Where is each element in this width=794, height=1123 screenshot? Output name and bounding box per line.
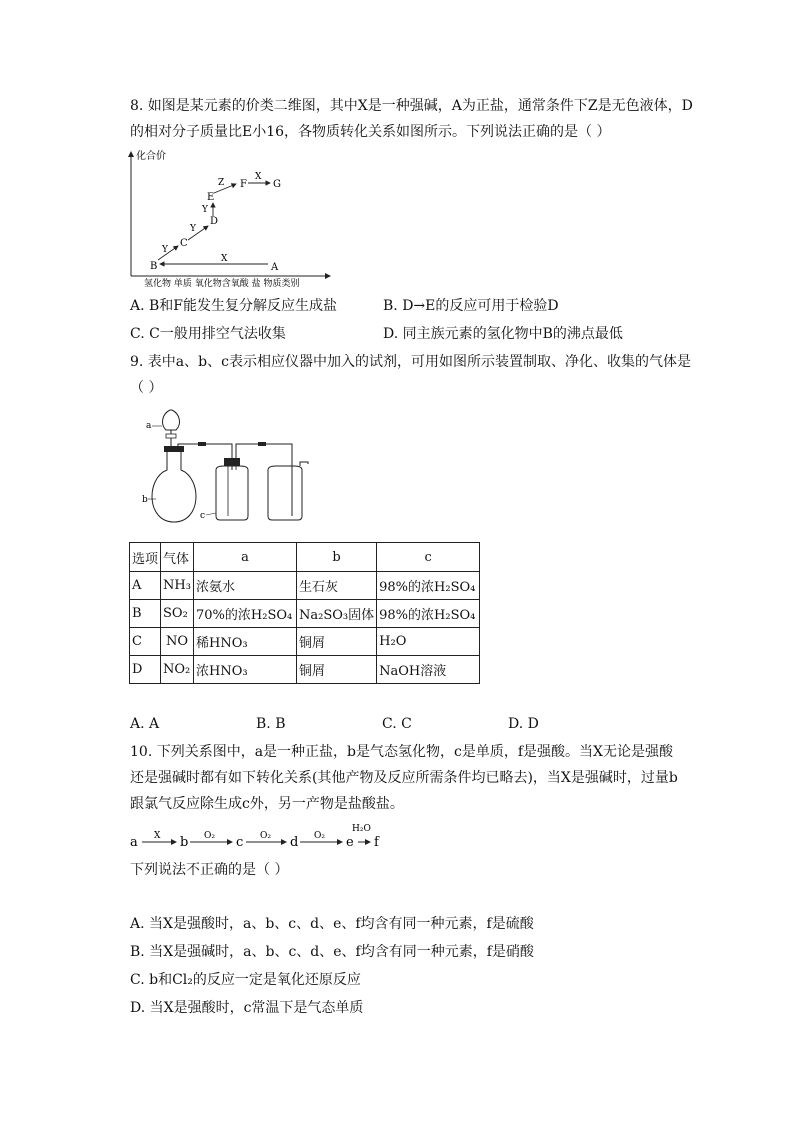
cell-option: D xyxy=(130,656,161,684)
cell-a: 70%的浓H₂SO₄ xyxy=(194,600,297,628)
q10-option-c[interactable]: C. b和Cl₂的反应一定是氧化还原反应 xyxy=(130,972,361,988)
header-c: c xyxy=(377,543,480,572)
collection-bottle xyxy=(268,466,302,520)
cell-gas: NH₃ xyxy=(161,572,194,600)
q8-stem-line-2: 的相对分子质量比E小16，各物质转化关系如图所示。下列说法正确的是（ ） xyxy=(130,124,611,140)
header-b: b xyxy=(297,543,377,572)
label-O2-1: O₂ xyxy=(204,831,215,841)
q10-option-d[interactable]: D. 当X是强酸时，c常温下是气态单质 xyxy=(130,1000,364,1016)
arrow-label-Z: Z xyxy=(218,178,225,188)
cell-a: 稀HNO₃ xyxy=(194,628,297,656)
cell-option: C xyxy=(130,628,161,656)
y-axis-label: 化合价 xyxy=(136,151,166,162)
q8-option-a[interactable]: A. B和F能发生复分解反应生成盐 xyxy=(130,298,338,314)
table-row xyxy=(130,628,480,656)
q10-stem-line-1: 10. 下列关系图中，a是一种正盐，b是气态氢化物，c是单质，f是强酸。当X无论是强酸 xyxy=(130,744,674,760)
point-D: D xyxy=(210,216,219,227)
q8-stem-line-1: 8. 如图是某元素的价类二维图，其中X是一种强碱，A为正盐，通常条件下Z是无色液体，D xyxy=(130,98,693,114)
cell-c: 98%的浓H₂SO₄ xyxy=(377,600,480,628)
label-a: a xyxy=(146,421,152,431)
cell-c: NaOH溶液 xyxy=(377,656,480,684)
q9-option-a[interactable]: A. A xyxy=(130,716,160,732)
label-X: X xyxy=(154,831,161,841)
cell-a: 浓HNO₃ xyxy=(194,656,297,684)
cell-option: B xyxy=(130,600,161,628)
point-E: E xyxy=(207,192,215,203)
arrow-label-X: X xyxy=(221,254,228,264)
stopcock xyxy=(166,434,176,438)
node-b: b xyxy=(180,835,189,850)
table-row xyxy=(130,600,480,628)
node-a: a xyxy=(130,835,138,850)
q10-option-b[interactable]: B. 当X是强碱时，a、b、c、d、e、f均含有同一种元素，f是硝酸 xyxy=(130,944,534,960)
cell-gas: NO₂ xyxy=(161,656,194,684)
cell-b: 生石灰 xyxy=(297,572,377,600)
arrow-B-to-C xyxy=(158,246,178,260)
q10-stem-line-2: 还是强碱时都有如下转化关系(其他产物及反应所需条件均已略去)，当X是强碱时，过量b xyxy=(130,770,678,786)
table-row xyxy=(130,656,480,684)
cell-b: Na₂SO₃固体 xyxy=(297,600,377,628)
point-G: G xyxy=(273,179,281,190)
header-option: 选项 xyxy=(130,543,161,572)
separatory-funnel xyxy=(163,410,180,430)
cell-a: 浓氨水 xyxy=(194,572,297,600)
q9-reagent-table xyxy=(129,542,480,684)
flask-stopper xyxy=(164,446,184,452)
q8-option-b[interactable]: B. D→E的反应可用于检验D xyxy=(383,298,559,314)
point-F: F xyxy=(240,179,247,190)
arrow-label-Y1: Y xyxy=(162,245,168,255)
arrow-label-Y3: Y xyxy=(202,205,208,215)
label-O2-3: O₂ xyxy=(314,831,325,841)
header-gas: 气体 xyxy=(161,543,194,572)
wash-bottle xyxy=(216,466,248,520)
point-B: B xyxy=(150,261,158,272)
q10-stem-line-3: 跟氯气反应除生成c外，另一产物是盐酸盐。 xyxy=(130,796,404,812)
q8-valence-class-diagram xyxy=(118,146,338,292)
tube-2 xyxy=(236,444,292,516)
q8-option-d[interactable]: D. 同主族元素的氢化物中B的沸点最低 xyxy=(383,326,623,342)
cell-b: 铜屑 xyxy=(297,656,377,684)
cell-gas: NO xyxy=(161,628,194,656)
q9-option-b[interactable]: B. B xyxy=(256,716,286,732)
q9-stem-line-1: 9. 表中a、b、c表示相应仪器中加入的试剂，可用如图所示装置制取、净化、收集的气体是 xyxy=(130,354,691,370)
q9-apparatus-diagram xyxy=(140,404,340,528)
table-row xyxy=(130,572,480,600)
label-c: c xyxy=(200,511,206,521)
cell-option: A xyxy=(130,572,161,600)
x-axis-label: 氢化物 单质 氧化物含氧酸 盐 物质类别 xyxy=(144,279,300,289)
q9-stem-line-2: （ ） xyxy=(130,380,163,396)
label-b: b xyxy=(142,495,148,505)
node-f: f xyxy=(374,835,379,850)
label-O2-2: O₂ xyxy=(260,831,271,841)
table-header-row xyxy=(130,543,480,572)
bottle-1-stopper xyxy=(224,458,240,466)
round-flask xyxy=(152,452,196,522)
node-e: e xyxy=(346,835,354,850)
q9-option-d[interactable]: D. D xyxy=(508,716,539,732)
q10-transformation-chain xyxy=(130,822,390,852)
q10-question-stem: 下列说法不正确的是（ ） xyxy=(130,862,289,878)
cell-b: 铜屑 xyxy=(297,628,377,656)
point-C: C xyxy=(180,238,188,249)
point-A: A xyxy=(271,262,279,273)
cell-c: H₂O xyxy=(377,628,480,656)
cell-gas: SO₂ xyxy=(161,600,194,628)
label-H2O: H₂O xyxy=(352,824,371,834)
header-a: a xyxy=(194,543,297,572)
q10-option-a[interactable]: A. 当X是强酸时，a、b、c、d、e、f均含有同一种元素，f是硫酸 xyxy=(130,916,534,932)
node-c: c xyxy=(236,835,244,850)
q8-option-c[interactable]: C. C一般用排空气法收集 xyxy=(130,326,286,342)
q9-option-c[interactable]: C. C xyxy=(382,716,412,732)
arrow-label-Y2: Y xyxy=(190,224,196,234)
arrow-label-X2: X xyxy=(255,172,262,182)
node-d: d xyxy=(290,835,299,850)
cell-c: 98%的浓H₂SO₄ xyxy=(377,572,480,600)
